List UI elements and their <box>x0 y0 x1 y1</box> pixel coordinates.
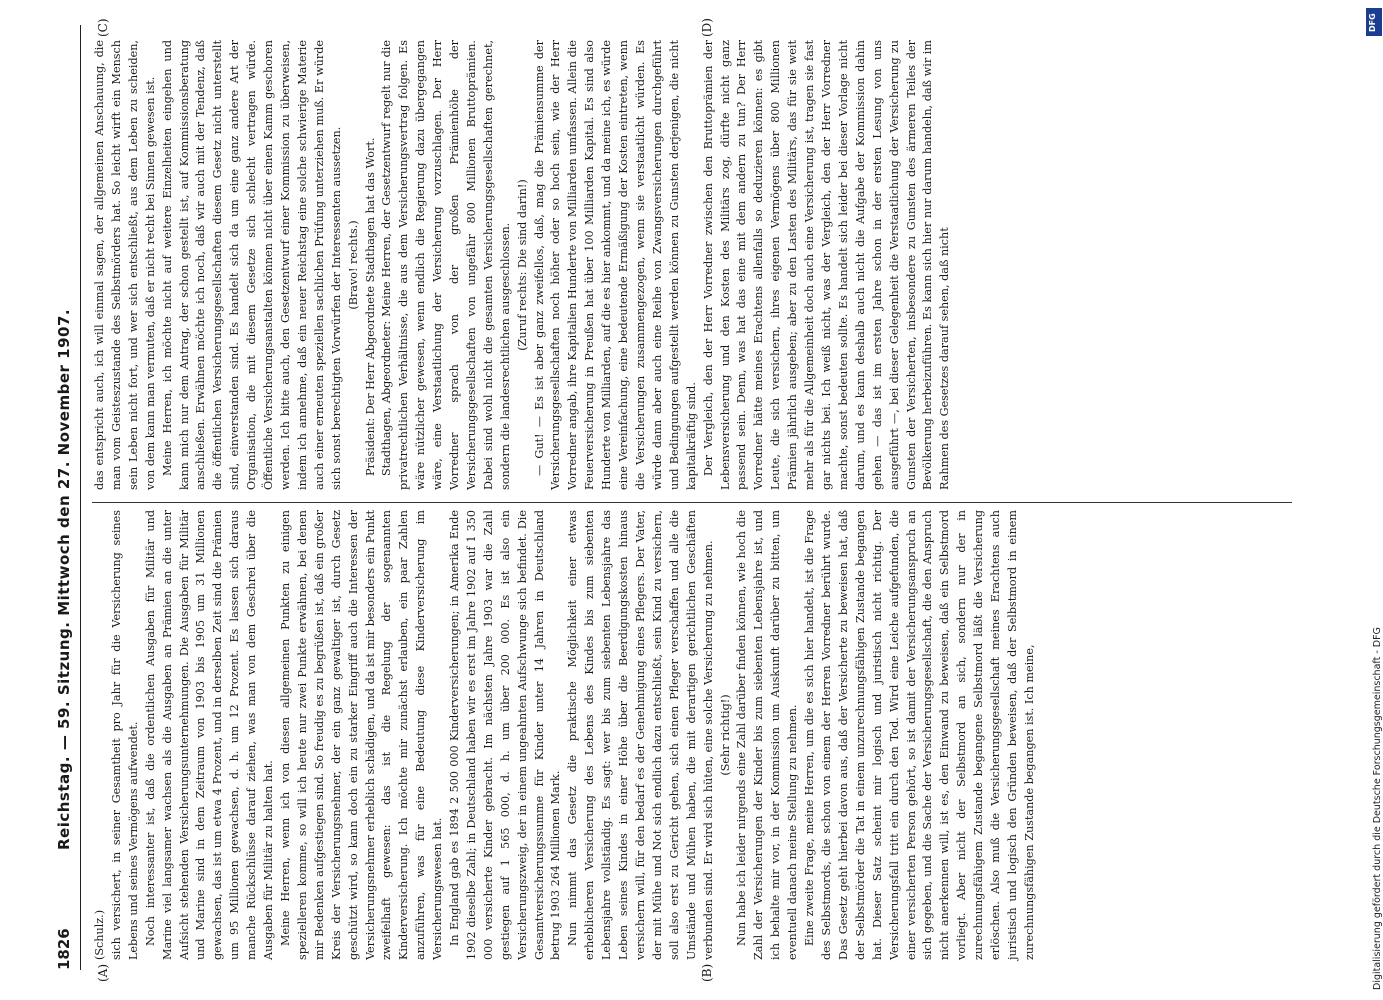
interjection: (Zuruf rechts: Die sind darin!) <box>515 179 529 351</box>
paragraph: sich versichert, in seiner Gesamtheit pro Jahr für die Versicherung seines Lebens und seines Vermögens aufwendet. <box>109 510 140 960</box>
digitization-credit <box>1350 10 1383 990</box>
margin-marker-a: (A) <box>96 963 110 982</box>
paragraph: — Gut! — Es ist aber ganz zweifellos, daß, mag die Prämiensumme der Versicherungsgesellschaften noch höher oder so hoch sein, wie der Herr Vorredner angab, ihre Kapitalien Hunderte von Milliarden umfassen. Allein die Feuerversicherung in Preußen hat über 100 Milliarden Kapital. Es sind also Hunderte von Milliarden, auf die es hier ankommt, und da meine ich, es würde eine Vereinfachung, eine bedeutende Ermäßigung der Kosten eintreten, wenn die Versicherungen zusammengezogen, wenn sie verstaatlicht würden. Es würde dann aber auch eine Reihe von Zwangsversicherungen durchgeführt und Bedingungen aufgestellt werden können zu Gunsten derjenigen, die nicht kapitalkräftig sind. <box>532 40 698 490</box>
paragraph: Nun nimmt das Gesetz die praktische Möglichkeit einer etwas erheblicheren Versicherung des Lebens des Kindes bis zum siebenten Lebensjahre vollständig. Es sagt: wer bis zum siebenten Lebensjahre das Leben seines Kindes in einer Höhe über die Beerdigungskosten hinaus versichern will, für den bedarf es der Genehmigung eines Pflegers. Der Vater, der mit Mühe und Not sich endlich dazu entschließt, sein Kind zu versichern, soll also erst zu Gericht gehen, sich einen Pfleger verschaffen und alle die Umstände und Mühen haben, die mit derartigen gerichtlichen Geschäften verbunden sind. Er wird sich hüten, eine solche Versicherung zu nehmen. <box>566 510 715 960</box>
paragraph: Meine Herren, wenn ich von diesen allgemeinen Punkten zu einigen spezielleren komme, so will ich heute nur zwei Punkte erwähnen, bei denen mir Bedenken aufgestiegen sind. So freudig es zu begrüßen ist, daß ein großer Kreis der Versicherungsnehmer, der ein ganz gewaltiger ist, durch Gesetz geschützt wird, so kann doch ein zu starker Eingriff auch die Interessen der Versicherungsnehmer erheblich schädigen, und da ist mir besonders ein Punkt zweifelhaft gewesen: das ist die Regelung der sogenannten Kinderversicherung. Ich möchte mir zunächst erlauben, ein paar Zahlen anzuführen, was für eine Bedeutung diese Kinderversicherung im Versicherungswesen hat. <box>278 510 445 960</box>
paragraph: Der Vergleich, den der Herr Vorredner zwischen den Bruttoprämien der Lebensversicherung und den Kosten des Militärs zog, dürfte nicht ganz passend sein. Denn, was hat das eine mit dem andern zu tun? Der Herr Vorredner hätte meines Erachtens allenfalls so deduzieren können: es gibt Leute, die sich versichern, ihres eigenen Vermögens über 800 Millionen Prämien jährlich ausgeben; aber zu den Lasten des Militärs, das für sie weit mehr als für die Allgemeinheit doch auch eine Versicherung ist, tragen sie fast gar nichts bei. Ich weiß nicht, was der Vergleich, den der Herr Vorredner machte, sonst bedeuten sollte. Es handelt sich leider bei dieser Vorlage nicht darum, und es kann deshalb auch nicht die Aufgabe der Kommission dahin gehen — das ist im ersten Jahre schon in der ersten Lesung von uns ausgeführt —, bei dieser Gelegenheit die Verstaatlichung der Versicherung zu Gunsten der Versicherten, insbesondere zu Gunsten des ärmeren Teiles der Bevölkerung herbeizuführen. Es kann sich hier nur darum handeln, daß wir im Rahmen des Gesetzes darauf sehen, daß nicht <box>701 40 952 490</box>
margin-marker-c: (C) <box>96 18 110 37</box>
left-column <box>92 510 1039 960</box>
paragraph: Präsident: Der Herr Abgeordnete Stadthagen hat das Wort. <box>363 137 377 476</box>
page-number: 1826 <box>55 928 73 970</box>
credit-text: Digitalisierung gefördert durch die Deutsche Forschungsgemeinschaft - DFG <box>1372 627 1383 990</box>
running-title: Reichstag. — 59. Sitzung. Mittwoch den 27. November 1907. <box>55 308 73 850</box>
paragraph: Stadthagen, Abgeordneter: Meine Herren, der Gesetzentwurf regelt nur die privatrechtlichen Verhältnisse, die aus dem Versicherungsvertrag folgen. Es wäre nützlicher gewesen, wenn endlich die Regierung dazu übergegangen wäre, eine Verstaatlichung der Versicherung vorzuschlagen. Der Herr Vorredner sprach von der großen Prämienhöhe der Versicherungsgesellschaften von ungefähr 800 Millionen Bruttoprämien. Dabei sind wohl nicht die gesamten Versicherungsgesellschaften gerechnet, sondern die landesrechtlichen ausgeschlossen. <box>380 40 512 490</box>
paragraph: Noch interessanter ist, daß die ordentlichen Ausgaben für Militär und Marine viel langsamer wachsen als die Ausgaben an Prämien an die unter Aufsicht stehenden Versicherungsunternehmungen. Die Ausgaben für Militär und Marine sind in dem Zeitraum von 1903 bis 1905 um 31 Millionen gewachsen, das ist um etwa 4 Prozent, und in derselben Zeit sind die Prämien um 95 Millionen gewachsen, d. h. um 12 Prozent. Es lassen sich daraus manche Rückschlüsse darauf ziehen, was man von dem Geschrei über die Ausgaben für Militär zu halten hat. <box>143 510 276 960</box>
paragraph: Eine zweite Frage, meine Herren, um die es sich hier handelt, ist die Frage des Selbstmords, die schon von einem der Herren Vorredner berührt wurde. Das Gesetz geht hierbei davon aus, daß der Versicherte zu beweisen hat, daß der Selbstmörder die Tat in einem unzurechnungsfähigen Zustande begangen hat. Dieser Satz scheint mir logisch und juristisch nicht richtig. Der Versicherungsfall tritt ein durch den Tod. Wird eine Leiche aufgefunden, die einer versicherten Person gehört, so ist damit der Versicherungsanspruch an sich gegeben, und die Sache der Versicherungsgesellschaft, die den Anspruch nicht anerkennen will, ist es, den Einwand zu beweisen, daß ein Selbstmord vorliegt. Aber nicht der Selbstmord an sich, sondern nur der in zurechnungsfähigem Zustande begangene Selbstmord läßt die Versicherung erlöschen. Also muß die Versicherungsgesellschaft meines Erachtens auch juristisch und logisch den Gründen beweisen, daß der Selbstmord in einem zurechnungsfähigen Zustande begangen ist. Ich meine, <box>803 510 1036 960</box>
page-header <box>55 30 77 970</box>
header-rule <box>80 25 81 970</box>
paragraph: Meine Herren, ich möchte nicht auf weitere Einzelheiten eingehen und kann mich nur dem Antrag, der schon gestellt ist, auf Kommissionsberatung anschließen. Erwähnen möchte ich noch, daß wir auch mit der Tendenz, daß die öffentlichen Versicherungsgesellschaften diesem Gesetz nicht unterstellt sind, einverstanden sind. Es handelt sich da um eine ganz andere Art der Organisation, die mit diesem Gesetze sich schlecht vertragen würde. Öffentliche Versicherungsanstalten können nicht über einen Kamm geschoren werden. Ich bitte auch, den Gesetzentwurf einer Kommission zu überweisen, indem ich annehme, daß ein neuer Reichstag eine solche schwierige Materie auch einer erneuten speziellen sachlichen Prüfung unterziehen muß. Er würde sich sonst berechtigten Vorwürfen der Interessenten aussetzen. <box>160 40 343 490</box>
column-divider <box>92 502 1292 503</box>
speaker-tag: (Schulz.) <box>93 909 106 960</box>
paragraph: In England gab es 1894 2 500 000 Kinderversicherungen; in Amerika Ende 1902 dieselbe Zahl; in Deutschland haben wir es erst im Jahre 1902 auf 1 350 000 versicherte Kinder gebracht. Im nächsten Jahre 1903 war die Zahl gestiegen auf 1 565 000, d. h. um über 200 000. Es ist also ein Versicherungszweig, der in einem ungeahnten Aufschwunge sich befindet. Die Gesamtversicherungssumme für Kinder unter 14 Jahren in Deutschland betrug 1903 264 Millionen Mark. <box>448 510 563 960</box>
margin-marker-b: (B) <box>700 963 714 982</box>
dfg-logo: DFG <box>1366 8 1382 36</box>
margin-marker-d: (D) <box>700 18 714 37</box>
paragraph: Nun habe ich leider nirgends eine Zahl darüber finden können, wie hoch die Zahl der Versicherungen der Kinder bis zum siebenten Lebensjahre ist, und ich behalte mir vor, in der Kommission um Auskunft darüber zu bitten, um eventuell danach meine Stellung zu nehmen. <box>735 510 800 960</box>
interjection: (Bravo! rechts.) <box>346 220 360 310</box>
right-column <box>92 40 954 490</box>
interjection: (Sehr richtig!) <box>718 694 732 776</box>
paragraph: das entspricht auch, ich will einmal sagen, der allgemeinen Anschauung, die man vom Geisteszustande des Selbstmörders hat. So leicht wirft ein Mensch sein Leben nicht fort, und wer sich entschließt, aus dem Leben zu scheiden, von dem kann man vermuten, daß er nicht recht bei Sinnen gewesen ist. <box>93 40 157 490</box>
